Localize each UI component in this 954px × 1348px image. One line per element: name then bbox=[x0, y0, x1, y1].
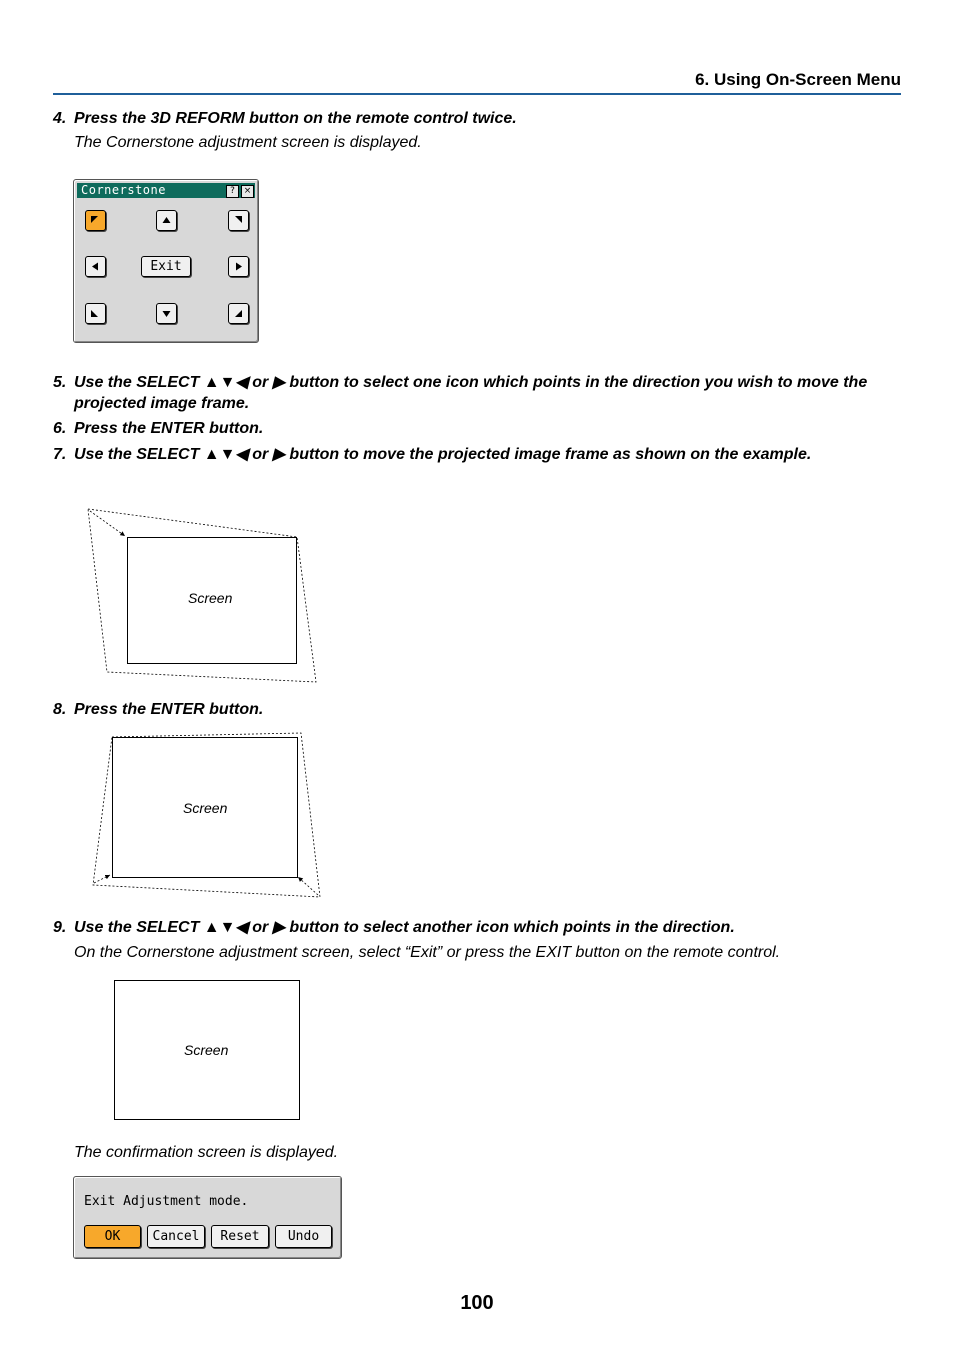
step-text: Press the ENTER button. bbox=[74, 420, 264, 437]
step-text: Use the SELECT ▲▼◀ or ▶ button to move the projected image frame as shown on the example. bbox=[74, 446, 812, 463]
step-9-note: On the Cornerstone adjustment screen, select “Exit” or press the EXIT button on the remote control. bbox=[74, 944, 781, 961]
undo-button[interactable]: Undo bbox=[275, 1225, 332, 1248]
bottom-left-arrow-button[interactable] bbox=[85, 303, 106, 324]
screen-label: Screen bbox=[184, 1042, 229, 1058]
close-icon[interactable]: × bbox=[241, 185, 254, 198]
reset-button[interactable]: Reset bbox=[211, 1225, 269, 1248]
confirm-note: The confirmation screen is displayed. bbox=[74, 1144, 339, 1161]
diagram-after-enter bbox=[85, 728, 330, 903]
screen-box-final bbox=[114, 980, 300, 1120]
diagram-before-adjust bbox=[80, 500, 330, 690]
arrow-down-icon bbox=[157, 304, 176, 323]
step-4-note: The Cornerstone adjustment screen is displayed. bbox=[74, 134, 422, 151]
help-icon[interactable]: ? bbox=[226, 185, 239, 198]
top-arrow-button[interactable] bbox=[156, 210, 177, 231]
header-rule bbox=[53, 93, 901, 95]
step-number: 8. bbox=[53, 701, 67, 718]
arrow-right-icon bbox=[229, 257, 248, 276]
screen-box bbox=[127, 537, 297, 664]
page-number: 100 bbox=[460, 1292, 494, 1314]
confirm-message: Exit Adjustment mode. bbox=[84, 1194, 249, 1209]
arrow-up-icon bbox=[157, 211, 176, 230]
arrow-down-right-icon bbox=[229, 304, 248, 323]
arrow-down-left-icon bbox=[86, 304, 105, 323]
step-number: 6. bbox=[53, 420, 67, 437]
cornerstone-dialog bbox=[73, 179, 259, 343]
exit-button[interactable]: Exit bbox=[141, 256, 191, 277]
step-text: Use the SELECT ▲▼◀ or ▶ button to select another icon which points in the direction. bbox=[74, 919, 735, 936]
screen-box bbox=[112, 737, 298, 878]
step-text: Press the 3D REFORM button on the remote control twice. bbox=[74, 110, 517, 127]
bottom-arrow-button[interactable] bbox=[156, 303, 177, 324]
step-number: 4. bbox=[53, 110, 67, 127]
screen-label: Screen bbox=[183, 800, 228, 816]
step-text-continued: projected image frame. bbox=[74, 395, 250, 412]
section-title: 6. Using On-Screen Menu bbox=[695, 70, 901, 89]
top-right-arrow-button[interactable] bbox=[228, 210, 249, 231]
arrow-up-left-icon bbox=[86, 211, 105, 230]
step-9 bbox=[53, 917, 903, 938]
cancel-button[interactable]: Cancel bbox=[147, 1225, 205, 1248]
right-arrow-button[interactable] bbox=[228, 256, 249, 277]
confirm-dialog bbox=[73, 1176, 342, 1259]
dialog-titlebar bbox=[77, 183, 255, 198]
step-8 bbox=[53, 699, 903, 720]
left-arrow-button[interactable] bbox=[85, 256, 106, 277]
ok-button[interactable]: OK bbox=[84, 1225, 141, 1248]
step-number: 5. bbox=[53, 374, 67, 391]
step-7 bbox=[53, 444, 903, 465]
step-text: Press the ENTER button. bbox=[74, 701, 264, 718]
step-4 bbox=[53, 108, 903, 129]
step-5 bbox=[53, 372, 903, 414]
arrow-up-right-icon bbox=[229, 211, 248, 230]
bottom-right-arrow-button[interactable] bbox=[228, 303, 249, 324]
arrow-left-icon bbox=[86, 257, 105, 276]
step-text: Use the SELECT ▲▼◀ or ▶ button to select one icon which points in the direction you wish to move the bbox=[74, 374, 868, 391]
step-number: 9. bbox=[53, 919, 67, 936]
screen-label: Screen bbox=[188, 590, 233, 606]
dialog-title: Cornerstone bbox=[81, 183, 166, 197]
top-left-arrow-button[interactable] bbox=[85, 210, 106, 231]
step-number: 7. bbox=[53, 446, 67, 463]
step-6 bbox=[53, 418, 903, 439]
